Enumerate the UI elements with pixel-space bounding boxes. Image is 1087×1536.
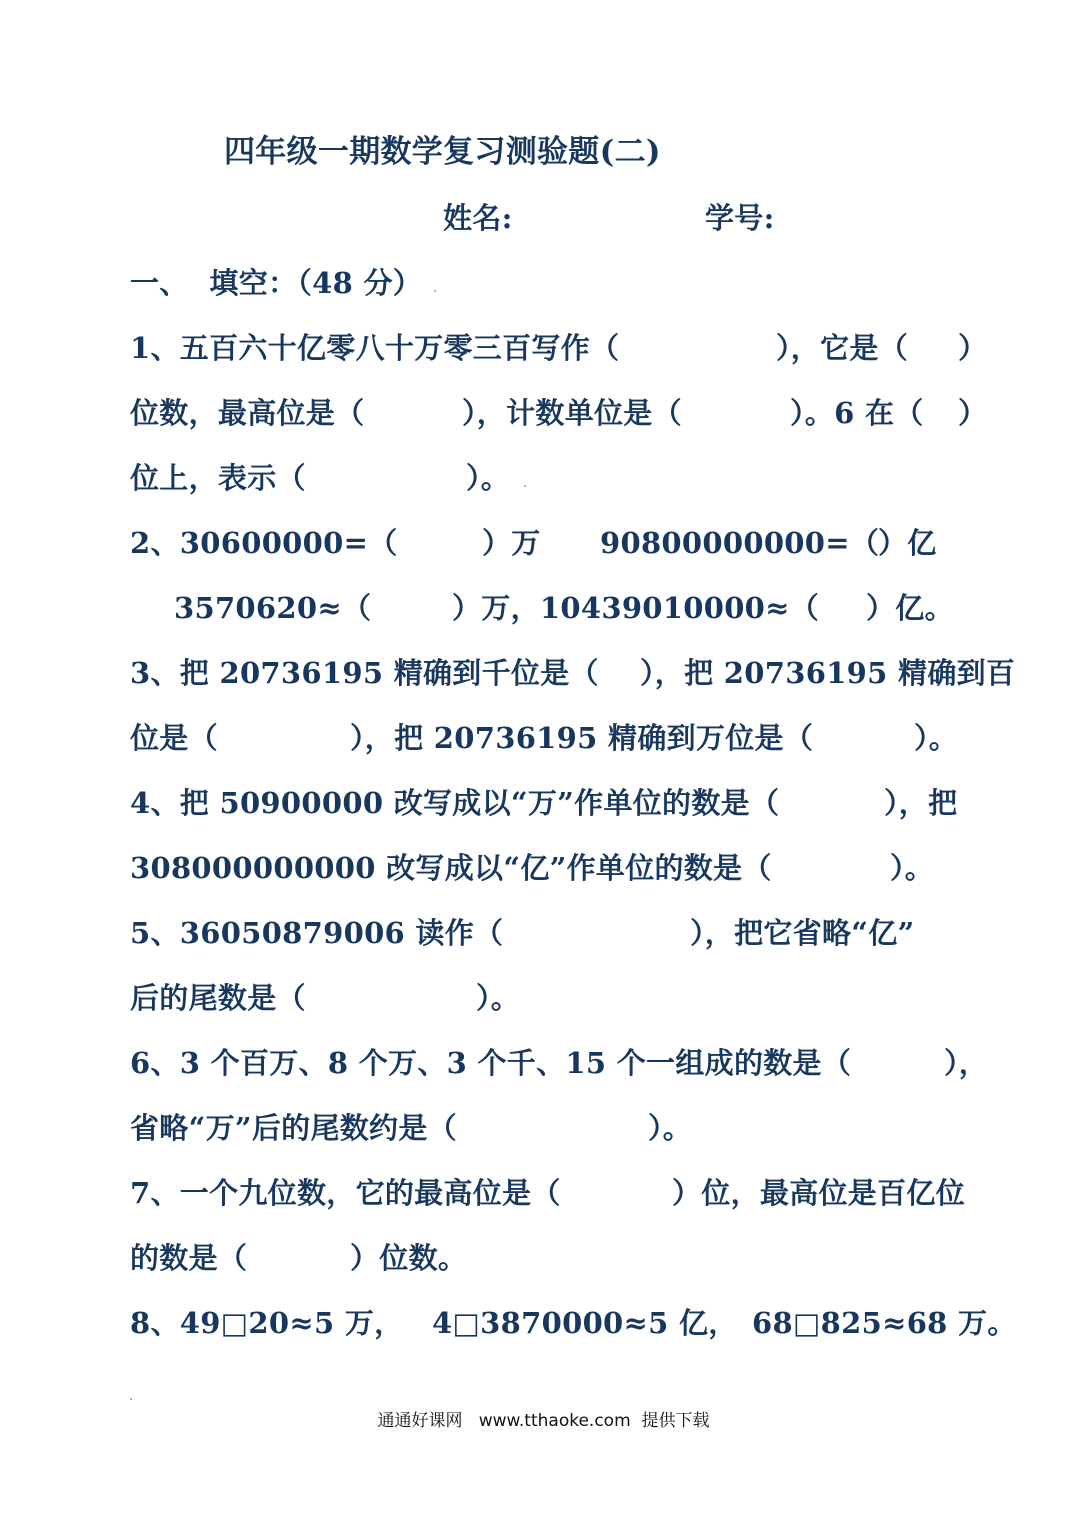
question-2-line-2 bbox=[0, 586, 1087, 630]
q6-text-c: 省略“万”后的尾数约是（ bbox=[130, 1111, 457, 1145]
q8-text-a: 8、49□20≈5 万， bbox=[130, 1306, 404, 1340]
question-3-line-1 bbox=[0, 651, 1087, 695]
question-8-line bbox=[0, 1301, 1087, 1345]
q2-text-d: ）亿 bbox=[878, 526, 937, 560]
q1-text-d: 位数，最高位是（ bbox=[130, 396, 365, 430]
q8-text-b: 4□3870000≈5 亿， bbox=[432, 1306, 738, 1340]
student-info-line bbox=[0, 196, 1087, 240]
page-title-line bbox=[0, 130, 1087, 174]
q2-text-e: 3570620≈（ bbox=[174, 591, 372, 625]
question-6-line-1 bbox=[0, 1041, 1087, 1085]
q3-text-d: ），把 20736195 精确到万位是（ bbox=[350, 721, 814, 755]
q2-text-g: ）亿。 bbox=[866, 591, 954, 625]
q4-text-c: 308000000000 改写成以“亿”作单位的数是（ bbox=[130, 851, 772, 885]
q7-text-b: ）位，最高位是百亿位 bbox=[672, 1176, 966, 1210]
question-7-line-2 bbox=[0, 1236, 1087, 1280]
q1-text-f: ）。6 在（ bbox=[790, 396, 924, 430]
question-1-line-3 bbox=[0, 456, 1087, 500]
question-1-line-1 bbox=[0, 326, 1087, 370]
section-1-heading: 一、 填空：（48 分） bbox=[130, 266, 423, 300]
q2-text-a: 2、30600000=（ bbox=[130, 526, 398, 560]
question-3-line-2 bbox=[0, 716, 1087, 760]
q1-text-e: ），计数单位是（ bbox=[462, 396, 682, 430]
q3-text-a: 3、把 20736195 精确到千位是（ bbox=[130, 656, 599, 690]
q1-text-i: ）。 bbox=[466, 461, 511, 495]
question-1-line-2 bbox=[0, 391, 1087, 435]
scan-mark bbox=[130, 1398, 132, 1400]
q3-text-c: 位是（ bbox=[130, 721, 218, 755]
q8-text-c: 68□825≈68 万。 bbox=[752, 1306, 1017, 1340]
page-footer: 通通好课网 www.tthaoke.com 提供下载 bbox=[377, 1411, 710, 1431]
q1-text-a: 1、五百六十亿零八十万零三百写作（ bbox=[130, 331, 620, 365]
q5-text-d: ）。 bbox=[476, 981, 521, 1015]
scan-mark bbox=[434, 290, 436, 292]
question-7-line-1 bbox=[0, 1171, 1087, 1215]
page-title: 四年级一期数学复习测验题(二) bbox=[224, 134, 661, 170]
q7-text-d: ）位数。 bbox=[350, 1241, 468, 1275]
q3-text-b: ），把 20736195 精确到百 bbox=[640, 656, 1016, 690]
question-5-line-2 bbox=[0, 976, 1087, 1020]
scan-mark bbox=[524, 485, 526, 487]
q5-text-b: ），把它省略“亿” bbox=[690, 916, 915, 950]
q4-text-a: 4、把 50900000 改写成以“万”作单位的数是（ bbox=[130, 786, 780, 820]
q4-text-b: ），把 bbox=[884, 786, 958, 820]
question-6-line-2 bbox=[0, 1106, 1087, 1150]
q3-text-e: ）。 bbox=[914, 721, 959, 755]
question-2-line-1 bbox=[0, 521, 1087, 565]
q2-text-c: 90800000000=（ bbox=[600, 526, 880, 560]
student-no-label: 学号: bbox=[705, 201, 775, 235]
q5-text-a: 5、36050879006 读作（ bbox=[130, 916, 504, 950]
question-4-line-1 bbox=[0, 781, 1087, 825]
q2-text-b: ）万 bbox=[482, 526, 541, 560]
q6-text-a: 6、3 个百万、8 个万、3 个千、15 个一组成的数是（ bbox=[130, 1046, 852, 1080]
q1-text-g: ） bbox=[958, 396, 988, 430]
q6-text-b: ）， bbox=[944, 1046, 989, 1080]
q1-text-c: ） bbox=[958, 331, 988, 365]
q2-text-f: ）万，10439010000≈（ bbox=[452, 591, 820, 625]
q7-text-a: 7、一个九位数，它的最高位是（ bbox=[130, 1176, 561, 1210]
name-label: 姓名: bbox=[443, 201, 513, 235]
q6-text-d: ）。 bbox=[648, 1111, 693, 1145]
q1-text-h: 位上，表示（ bbox=[130, 461, 306, 495]
q4-text-d: ）。 bbox=[890, 851, 935, 885]
section-heading-line bbox=[0, 261, 1087, 305]
question-5-line-1 bbox=[0, 911, 1087, 955]
question-4-line-2 bbox=[0, 846, 1087, 890]
q1-text-b: ），它是（ bbox=[776, 331, 909, 365]
q7-text-c: 的数是（ bbox=[130, 1241, 248, 1275]
q5-text-c: 后的尾数是（ bbox=[130, 981, 306, 1015]
